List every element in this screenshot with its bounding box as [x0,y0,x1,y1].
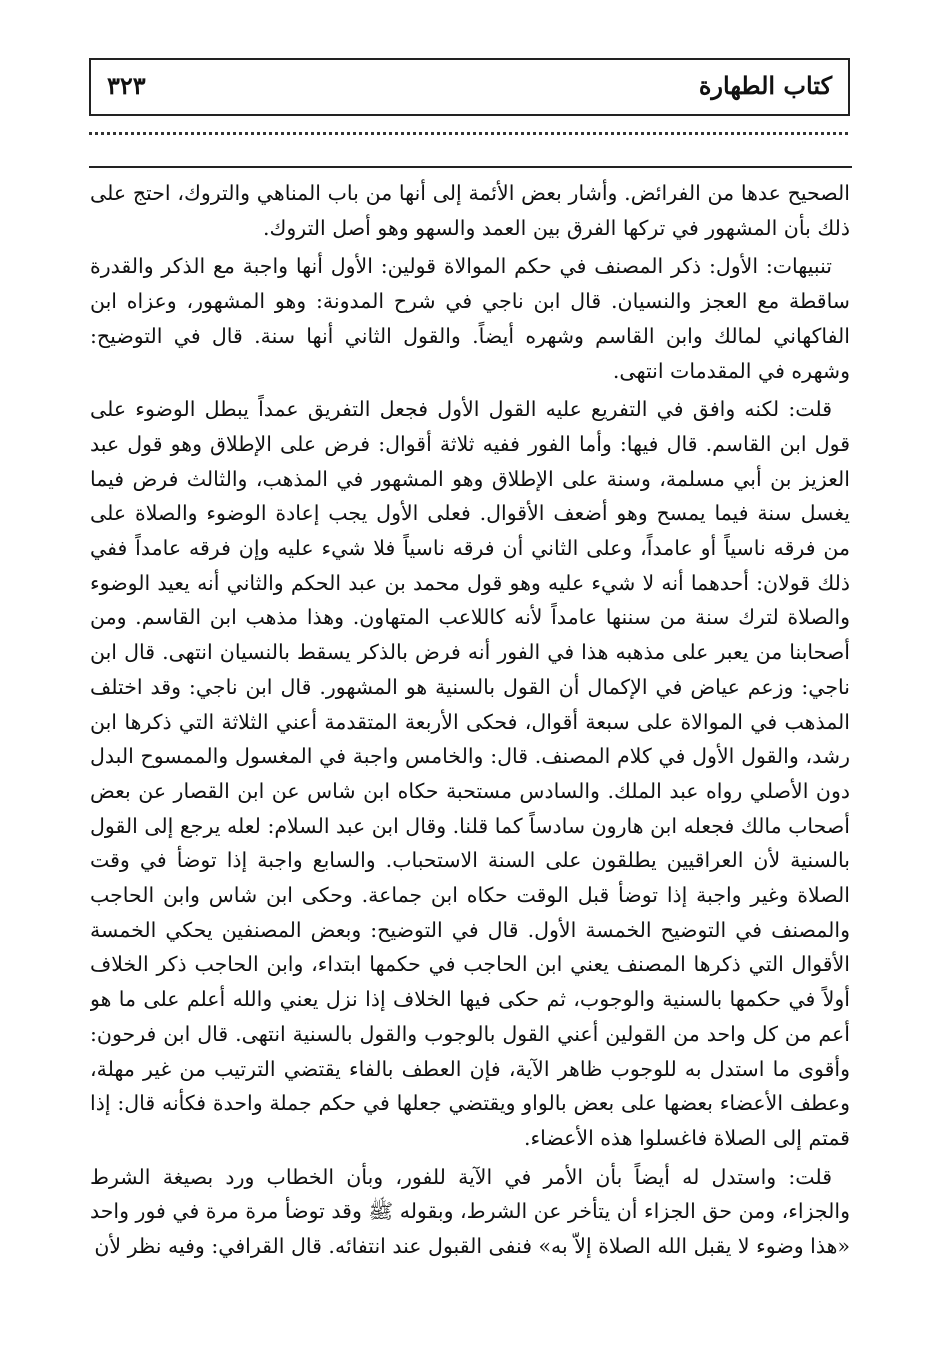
paragraph: قلت: لكنه وافق في التفريع عليه القول الأول فجعل التفريق عمداً يبطل الوضوء على قول ابن القاسم. قال فيها: وأما الفور ففيه ثلاثة أقوال: فرض على الإطلاق وهو قول عبد العزيز بن أبي مسلمة، وسنة على الإطلاق وهو المشهور في المذهب، والثالث فرض فيما يغسل سنة فيما يمسح وهو أضعف الأقوال. فعلى الأول يجب إعادة الوضوء والصلاة على من فرقه ناسياً أو عامداً، وعلى الثاني أن فرقه ناسياً فلا شيء عليه وإن فرقه عامداً ففي ذلك قولان: أحدهما أنه لا شيء عليه وهو قول محمد بن عبد الحكم والثاني أنه يعيد الوضوء والصلاة لترك سنة من سننها عامداً لأنه كاللاعب المتهاون. وهذا مذهب ابن القاسم. ومن أصحابنا من يعبر على مذهبه هذا في الفور أنه فرض بالذكر يسقط بالنسيان انتهى. قال ابن ناجي: وزعم عياض في الإكمال أن القول بالسنية هو المشهور. قال ابن ناجي: وقد اختلف المذهب في الموالاة على سبعة أقوال، فحكى الأربعة المتقدمة أعني الثلاثة التي ذكرها ابن رشد، والقول الأول في كلام المصنف. قال: والخامس واجبة في المغسول والممسوح البدل دون الأصلي رواه عبد الملك. والسادس مستحبة حكاه ابن شاس عن ابن القصار عن بعض أصحاب مالك فجعله ابن هارون سادساً كما قلنا. وقال ابن عبد السلام: لعله يرجع إلى القول بالسنية لأن العراقيين يطلقون على السنة الاستحباب. والسابع واجبة إذا توضأ في وقت الصلاة وغير واجبة إذا توضأ قبل الوقت حكاه ابن جماعة. وحكى ابن شاس وابن الحاجب والمصنف في التوضيح الخمسة الأول. قال في التوضيح: وبعض المصنفين يحكي الخمسة الأقوال التي ذكرها المصنف يعني ابن الحاجب في حكمها ابتداء، وابن الحاجب ذكر الخلاف أولاً في حكمها بالسنية والوجوب، ثم حكى فيها الخلاف إذا نزل يعني والله أعلم على ما هو أعم من كل واحد من القولين أعني القول بالوجوب والقول بالسنية انتهى. قال ابن فرحون: وأقوى ما استدل به للوجوب ظاهر الآية، فإن العطف بالفاء يقتضي الترتيب من غير مهلة، وعطف الأعضاء بعضها على بعض بالواو ويقتضي جعلها في حكم جملة واحدة فكأنه قال: إذا قمتم إلى الصلاة فاغسلوا هذه الأعضاء. [90,397,850,1150]
body-text [90,176,850,1336]
horizontal-rule [89,166,852,168]
paragraph: الصحيح عدها من الفرائض. وأشار بعض الأئمة إلى أنها من باب المناهي والتروك، احتج على ذلك بأن المشهور في تركها الفرق بين العمد والسهو وهو أصل التروك. [90,181,850,240]
page-number: ٣٢٣ [107,71,146,100]
dotted-separator [89,132,848,135]
paragraph: تنبيهات: الأول: ذكر المصنف في حكم الموالاة قولين: الأول أنها واجبة مع الذكر والقدرة ساقطة مع العجز والنسيان. قال ابن ناجي في شرح المدونة: وهو المشهور، وعزاه ابن الفاكهاني لمالك وابن القاسم وشهره أيضاً. والقول الثاني أنها سنة. قال في التوضيح: وشهره في المقدمات انتهى. [90,254,850,383]
paragraph: قلت: واستدل له أيضاً بأن الأمر في الآية للفور، وبأن الخطاب ورد بصيغة الشرط والجزاء، ومن حق الجزاء أن يتأخر عن الشرط، وبقوله ﷺ وقد توضأ مرة مرة في فور واحد «هذا وضوء لا يقبل الله الصلاة إلاّ به» فنفى القبول عند انتفائه. قال القرافي: وفيه نظر لأن [90,1164,850,1259]
running-title: كتاب الطهارة [698,71,832,100]
page-header [89,58,850,116]
